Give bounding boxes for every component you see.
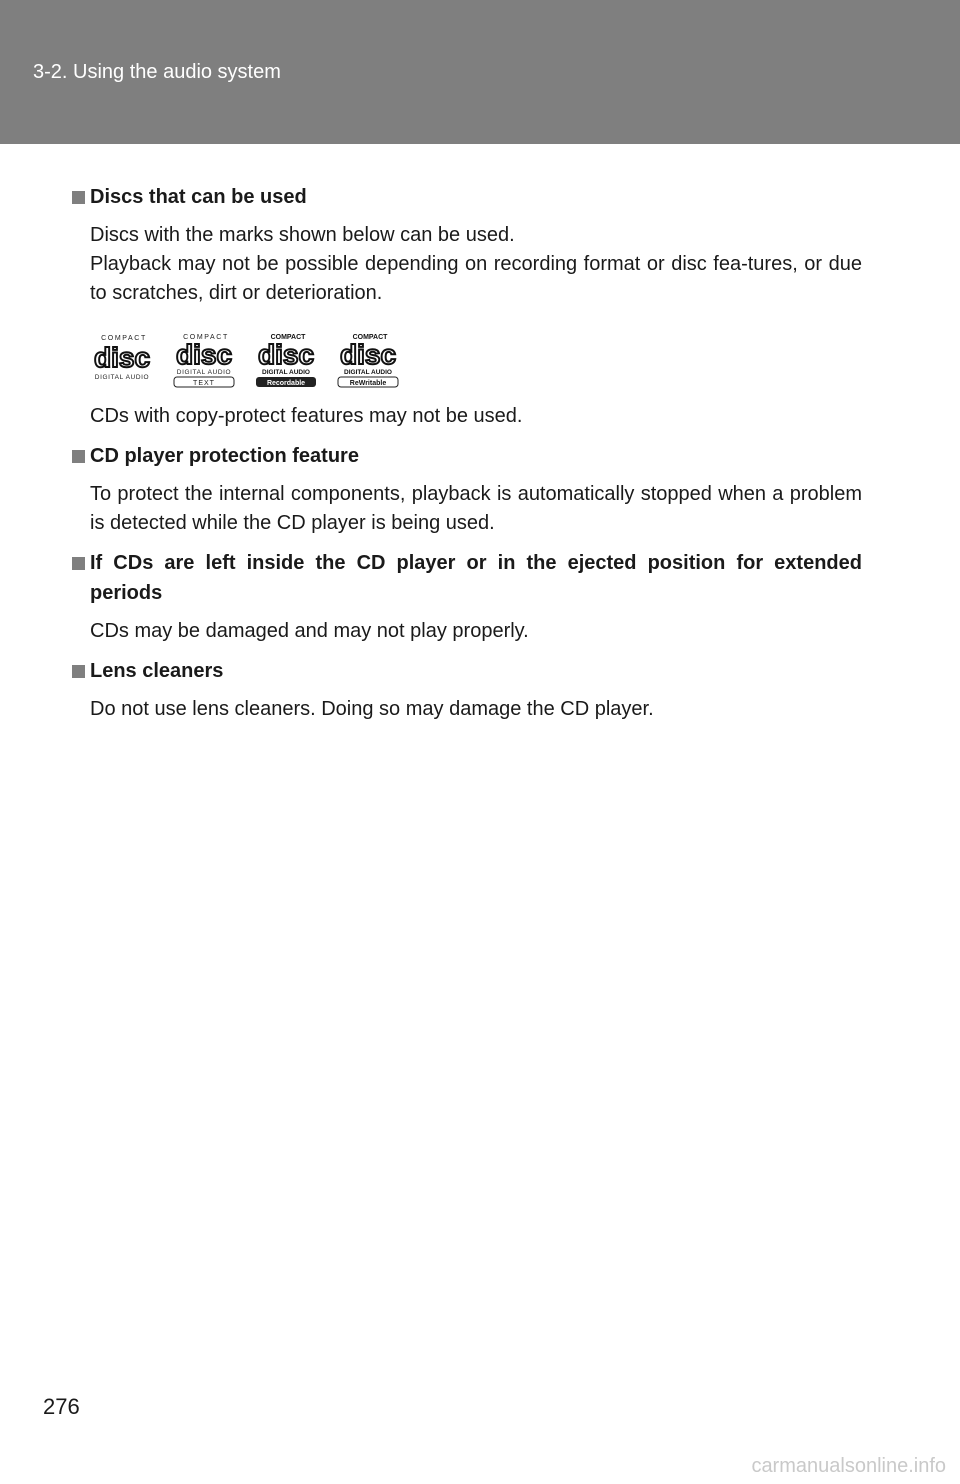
paragraph: Do not use lens cleaners. Doing so may damage the CD player. [90, 698, 654, 720]
compact-disc-recordable-logo [254, 331, 318, 389]
svg-text:DIGITAL AUDIO: DIGITAL AUDIO [176, 369, 232, 376]
paragraph: Playback may not be possible depending on recording format or disc fea-tures, or due to scratches, dirt or deterioration. [90, 253, 862, 304]
section-heading: CD player protection feature [72, 441, 862, 471]
square-bullet-icon [72, 191, 85, 204]
square-bullet-icon [72, 557, 85, 570]
page-number: 276 [43, 1394, 80, 1419]
section-heading: If CDs are left inside the CD player or in the ejected position for extended periods [72, 548, 862, 608]
section-heading: Lens cleaners [72, 656, 862, 686]
svg-text:DIGITAL AUDIO: DIGITAL AUDIO [262, 369, 310, 376]
svg-text:disc: disc [339, 339, 397, 370]
paragraph: Discs with the marks shown below can be used. [90, 224, 515, 246]
svg-text:COMPACT: COMPACT [270, 334, 306, 341]
svg-text:COMPACT: COMPACT [352, 334, 388, 341]
compact-disc-rewritable-logo [336, 331, 400, 389]
compact-disc-digital-audio-logo [90, 331, 154, 389]
svg-text:Recordable: Recordable [266, 380, 306, 387]
svg-text:DIGITAL AUDIO: DIGITAL AUDIO [344, 369, 392, 376]
paragraph: CDs with copy-protect features may not be used. [90, 405, 523, 427]
svg-text:TEXT: TEXT [193, 380, 215, 387]
svg-text:disc: disc [93, 342, 151, 373]
content [72, 182, 862, 724]
svg-text:disc: disc [175, 339, 233, 370]
section-title: 3-2. Using the audio system [33, 61, 281, 83]
square-bullet-icon [72, 450, 85, 463]
svg-text:DIGITAL AUDIO: DIGITAL AUDIO [94, 374, 150, 381]
svg-text:disc: disc [257, 339, 315, 370]
page-header [0, 0, 960, 144]
watermark: carmanualsonline.info [751, 1455, 946, 1477]
square-bullet-icon [72, 665, 85, 678]
svg-text:COMPACT: COMPACT [183, 334, 229, 341]
paragraph: To protect the internal components, playback is automatically stopped when a problem is detected while the CD player is being used. [90, 483, 862, 534]
svg-text:COMPACT: COMPACT [101, 335, 147, 342]
compact-disc-text-logo [172, 331, 236, 389]
svg-text:ReWritable: ReWritable [349, 380, 387, 387]
section-heading: Discs that can be used [72, 182, 862, 212]
disc-logos [72, 331, 862, 389]
paragraph: CDs may be damaged and may not play properly. [90, 620, 529, 642]
